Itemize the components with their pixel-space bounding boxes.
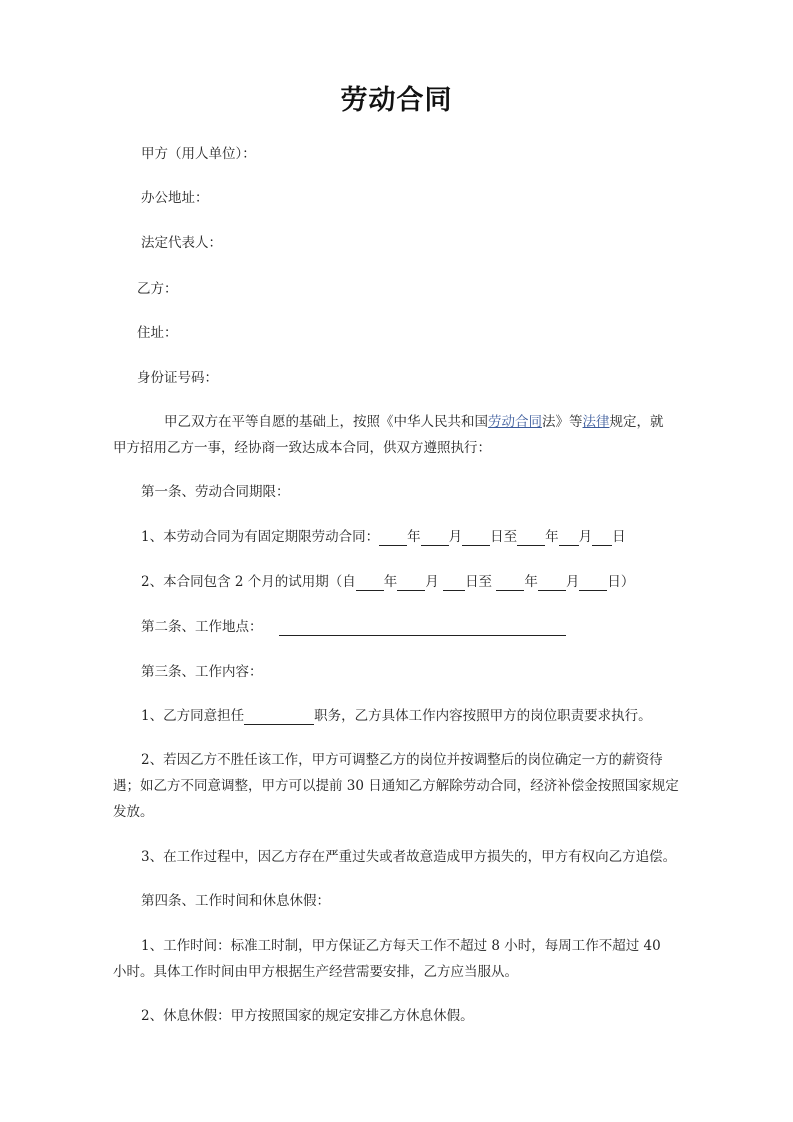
article1-item2 (141, 573, 634, 591)
day-blank[interactable] (592, 531, 612, 546)
document-title: 劳动合同 (340, 85, 453, 116)
year-label: 年 (545, 529, 559, 545)
month-label: 月 (425, 574, 439, 590)
article3-heading: 第三条、工作内容： (141, 664, 263, 680)
article4-item2: 2、休息休假：甲方按照国家的规定安排乙方休息休假。 (141, 1008, 474, 1024)
article4-item1-line2: 小时。具体工作时间由甲方根据生产经营需要安排，乙方应当服从。 (113, 964, 518, 980)
labor-contract-link[interactable]: 劳动合同 (488, 414, 542, 430)
month-blank[interactable] (421, 531, 449, 546)
article2-heading: 第二条、工作地点： (141, 619, 263, 635)
article4-heading: 第四条、工作时间和休息休假： (141, 893, 330, 909)
month-label: 月 (578, 529, 593, 545)
year-blank[interactable] (496, 576, 524, 591)
month-blank[interactable] (559, 531, 579, 546)
day-to-label: 日至 (465, 574, 493, 590)
year-blank[interactable] (356, 576, 384, 591)
day-blank[interactable] (579, 576, 607, 591)
article3-item1 (141, 707, 652, 725)
party-b-label: 乙方： (137, 281, 178, 297)
article1-item1 (141, 528, 626, 546)
legal-representative-label: 法定代表人： (141, 235, 222, 251)
day-blank[interactable] (443, 576, 465, 591)
law-link[interactable]: 法律 (582, 414, 610, 430)
article4-item1-line1: 1、工作时间：标准工时制，甲方保证乙方每天工作不超过 8 小时，每周工作不超过 40 (141, 938, 661, 954)
article3-item1-text-a: 1、乙方同意担任 (141, 708, 245, 724)
day-blank[interactable] (462, 531, 490, 546)
article3-item2: 2、若因乙方不胜任该工作，甲方可调整乙方的岗位并按调整后的岗位确定一方的薪资待遇；如乙方不同意调整，甲方可以提前 30 日通知乙方解除劳动合同，经济补偿金按照国家规定发放。 (113, 752, 679, 820)
office-address-label: 办公地址： (141, 190, 209, 206)
article1-heading: 第一条、劳动合同期限： (141, 484, 290, 500)
preamble-line-1 (164, 413, 664, 431)
article3-item1-text-b: 职务，乙方具体工作内容按照甲方的岗位职责要求执行。 (314, 708, 652, 724)
month-label: 月 (565, 574, 580, 590)
month-blank[interactable] (538, 576, 566, 591)
article1-item1-text: 1、本劳动合同为有固定期限劳动合同： (141, 529, 380, 545)
day-to-label: 日至 (490, 529, 518, 545)
year-label: 年 (383, 574, 398, 590)
year-blank[interactable] (517, 531, 545, 546)
position-blank[interactable] (244, 710, 314, 725)
day-label: 日 (612, 529, 626, 545)
year-label: 年 (407, 529, 421, 545)
month-label: 月 (448, 529, 463, 545)
preamble-line-2: 甲方招用乙方一事，经协商一致达成本合同，供双方遵照执行： (113, 440, 491, 456)
id-number-label: 身份证号码： (137, 370, 218, 386)
preamble-text-2: 法》等 (542, 414, 583, 430)
year-blank[interactable] (379, 531, 407, 546)
residence-label: 住址： (137, 325, 178, 341)
article2-line (141, 618, 566, 636)
article3-item3: 3、在工作过程中，因乙方存在严重过失或者故意造成甲方损失的，甲方有权向乙方追偿。 (141, 849, 677, 865)
preamble-text-3: 规定，就 (609, 414, 664, 430)
article1-item2-text: 2、本合同包含 2 个月的试用期（自 (141, 574, 356, 590)
party-a-label: 甲方（用人单位）： (141, 146, 256, 162)
year-label: 年 (524, 574, 538, 590)
day-label: 日） (607, 574, 635, 590)
month-blank[interactable] (397, 576, 425, 591)
work-location-blank[interactable] (279, 621, 566, 636)
preamble-text-1: 甲乙双方在平等自愿的基础上，按照《中华人民共和国 (164, 414, 488, 430)
